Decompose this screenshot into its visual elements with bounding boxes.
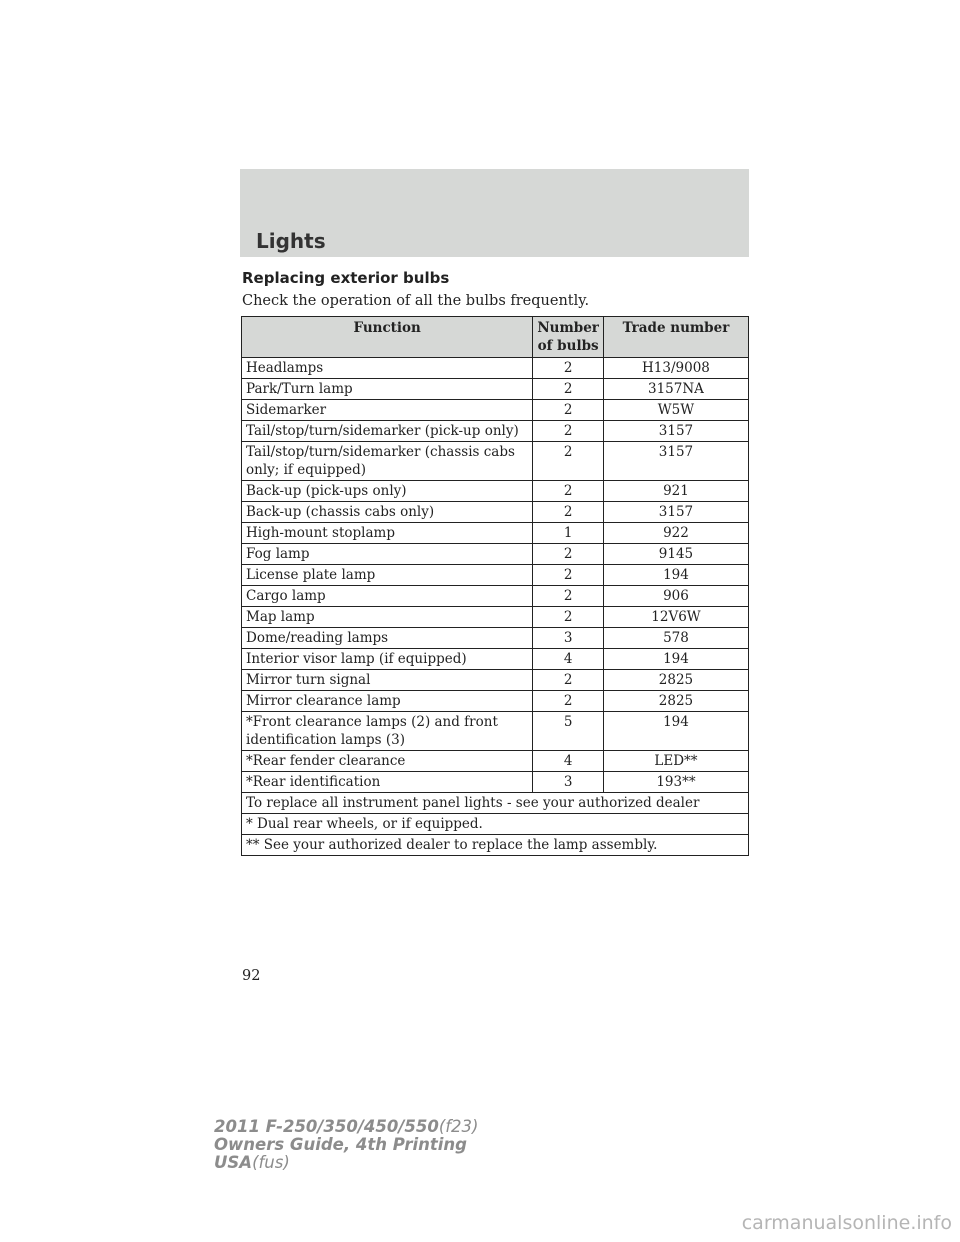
page-number: 92 — [242, 968, 261, 984]
table-row — [242, 565, 749, 586]
cell-number-of-bulbs: 3 — [533, 772, 604, 793]
cell-trade-number: 3157 — [603, 421, 748, 442]
table-row — [242, 691, 749, 712]
table-row — [242, 421, 749, 442]
cell-number-of-bulbs: 4 — [533, 751, 604, 772]
cell-number-of-bulbs: 2 — [533, 544, 604, 565]
table-note: ** See your authorized dealer to replace the lamp assembly. — [242, 835, 749, 856]
cell-number-of-bulbs: 2 — [533, 607, 604, 628]
table-row — [242, 379, 749, 400]
cell-function: Back-up (chassis cabs only) — [242, 502, 533, 523]
table-note: * Dual rear wheels, or if equipped. — [242, 814, 749, 835]
footer-region-code: (fus) — [252, 1153, 290, 1172]
table-row — [242, 628, 749, 649]
footer-region: USA — [214, 1153, 253, 1172]
cell-trade-number: 193** — [603, 772, 748, 793]
footer-line-3 — [214, 1154, 479, 1172]
cell-number-of-bulbs: 2 — [533, 691, 604, 712]
cell-function: Cargo lamp — [242, 586, 533, 607]
cell-number-of-bulbs: 2 — [533, 502, 604, 523]
cell-trade-number: 3157NA — [603, 379, 748, 400]
column-header-trade-number: Trade number — [603, 317, 748, 358]
table-row — [242, 649, 749, 670]
chapter-header-band — [240, 169, 749, 257]
table-row — [242, 358, 749, 379]
column-header-number-of-bulbs: Number of bulbs — [533, 317, 604, 358]
cell-number-of-bulbs: 2 — [533, 379, 604, 400]
cell-function: Sidemarker — [242, 400, 533, 421]
table-note-row — [242, 814, 749, 835]
section-heading: Replacing exterior bulbs — [242, 269, 450, 287]
cell-number-of-bulbs: 5 — [533, 712, 604, 751]
cell-function: Map lamp — [242, 607, 533, 628]
footer-line-1 — [214, 1118, 479, 1136]
table-row — [242, 772, 749, 793]
cell-trade-number: 3157 — [603, 502, 748, 523]
cell-function: High-mount stoplamp — [242, 523, 533, 544]
table-row — [242, 607, 749, 628]
cell-trade-number: 194 — [603, 565, 748, 586]
column-header-function: Function — [242, 317, 533, 358]
footer-line-2: Owners Guide, 4th Printing — [214, 1135, 467, 1154]
cell-number-of-bulbs: 2 — [533, 442, 604, 481]
cell-number-of-bulbs: 1 — [533, 523, 604, 544]
cell-number-of-bulbs: 4 — [533, 649, 604, 670]
table-note-row — [242, 835, 749, 856]
cell-function: *Front clearance lamps (2) and front identification lamps (3) — [242, 712, 533, 751]
table-row — [242, 712, 749, 751]
cell-trade-number: 3157 — [603, 442, 748, 481]
cell-trade-number: H13/9008 — [603, 358, 748, 379]
table-row — [242, 586, 749, 607]
cell-function: Interior visor lamp (if equipped) — [242, 649, 533, 670]
cell-function: Park/Turn lamp — [242, 379, 533, 400]
watermark: carmanualsonline.info — [741, 1212, 952, 1234]
cell-trade-number: 194 — [603, 712, 748, 751]
cell-function: Tail/stop/turn/sidemarker (chassis cabs only; if equipped) — [242, 442, 533, 481]
cell-trade-number: LED** — [603, 751, 748, 772]
document-footer — [214, 1118, 479, 1172]
cell-trade-number: 922 — [603, 523, 748, 544]
cell-number-of-bulbs: 2 — [533, 421, 604, 442]
cell-trade-number: 194 — [603, 649, 748, 670]
table-row — [242, 400, 749, 421]
cell-number-of-bulbs: 2 — [533, 565, 604, 586]
table-row — [242, 544, 749, 565]
cell-number-of-bulbs: 2 — [533, 358, 604, 379]
cell-number-of-bulbs: 2 — [533, 481, 604, 502]
cell-trade-number: 2825 — [603, 691, 748, 712]
cell-function: License plate lamp — [242, 565, 533, 586]
bulb-table — [241, 316, 749, 856]
footer-model: 2011 F-250/350/450/550 — [214, 1117, 439, 1136]
table-header-row — [242, 317, 749, 358]
cell-function: Mirror clearance lamp — [242, 691, 533, 712]
cell-function: Tail/stop/turn/sidemarker (pick-up only) — [242, 421, 533, 442]
cell-trade-number: 12V6W — [603, 607, 748, 628]
footer-model-code: (f23) — [438, 1117, 479, 1136]
cell-trade-number: 921 — [603, 481, 748, 502]
table-row — [242, 502, 749, 523]
cell-trade-number: W5W — [603, 400, 748, 421]
chapter-title: Lights — [256, 229, 326, 253]
cell-function: Headlamps — [242, 358, 533, 379]
table-row — [242, 523, 749, 544]
cell-trade-number: 9145 — [603, 544, 748, 565]
intro-text: Check the operation of all the bulbs frequently. — [242, 293, 590, 309]
table-row — [242, 442, 749, 481]
cell-trade-number: 2825 — [603, 670, 748, 691]
table-note-row — [242, 793, 749, 814]
cell-function: *Rear identification — [242, 772, 533, 793]
cell-number-of-bulbs: 2 — [533, 670, 604, 691]
cell-function: *Rear fender clearance — [242, 751, 533, 772]
table-row — [242, 751, 749, 772]
cell-function: Fog lamp — [242, 544, 533, 565]
cell-function: Dome/reading lamps — [242, 628, 533, 649]
table-note: To replace all instrument panel lights - see your authorized dealer — [242, 793, 749, 814]
cell-function: Mirror turn signal — [242, 670, 533, 691]
cell-number-of-bulbs: 2 — [533, 400, 604, 421]
cell-trade-number: 906 — [603, 586, 748, 607]
cell-trade-number: 578 — [603, 628, 748, 649]
cell-number-of-bulbs: 2 — [533, 586, 604, 607]
table-row — [242, 670, 749, 691]
cell-number-of-bulbs: 3 — [533, 628, 604, 649]
bulb-table-body — [242, 358, 749, 856]
table-row — [242, 481, 749, 502]
cell-function: Back-up (pick-ups only) — [242, 481, 533, 502]
